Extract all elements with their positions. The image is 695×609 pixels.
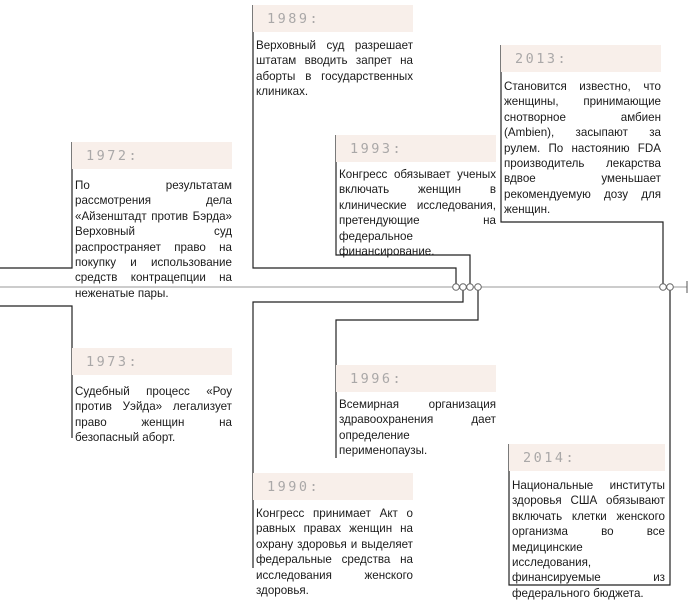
event-1990 (253, 473, 413, 598)
event-description: Верховный суд разрешает штатам вводить запрет на аборты в государственных клиниках. (256, 39, 413, 99)
event-year: 1989: (267, 10, 321, 27)
event-1972 (72, 142, 232, 301)
event-description: Судебный процесс «Роу против Уэйда» легализует право женщин на безопасный аборт. (75, 385, 232, 445)
event-description: Конгресс обязывает ученых включать женщин в клинические исследования, претендующие на федеральное финансирование. (339, 168, 496, 259)
connector-1972 (0, 142, 72, 268)
marker-1989 (453, 284, 460, 291)
year-box-2013 (501, 45, 661, 72)
event-year: 1972: (86, 147, 140, 164)
event-2013 (501, 45, 661, 218)
event-year: 1990: (267, 478, 321, 495)
year-box-1993 (336, 135, 496, 162)
marker-1993 (467, 284, 474, 291)
event-description: Становится известно, что женщины, принимающие снотворное амбиен (Ambien), засыпают за рулем. По настоянию FDA производитель лекарства вдвое уменьшает рекомендуемую дозу для женщин. (504, 80, 661, 217)
event-description: Конгресс принимает Акт о равных правах женщин на охрану здоровья и выделяет федеральные средства на исследования женского здоровья. (256, 507, 413, 598)
marker-2014 (667, 284, 674, 291)
event-year: 1993: (350, 140, 404, 157)
event-description: По результатам рассмотрения дела «Айзенштадт против Бэрда» Верховный суд распространяет право на покупку и использование средств контрацепции на неженатые пары. (75, 179, 232, 300)
event-1996 (336, 365, 496, 459)
event-1993 (336, 135, 496, 259)
event-year: 2014: (523, 449, 577, 466)
marker-1990 (460, 284, 467, 291)
year-box-1996 (336, 365, 496, 392)
event-1989 (253, 5, 413, 100)
event-description: Национальные институты здоровья США обязывают включать клетки женского организма во все медицинские исследования, финансируемые из федерального бюджета. (512, 479, 665, 600)
event-year: 2013: (515, 50, 569, 67)
year-box-1990 (253, 473, 413, 500)
event-1973 (72, 348, 232, 446)
year-box-1989 (253, 5, 413, 32)
year-box-2014 (509, 444, 665, 471)
event-year: 1973: (86, 353, 140, 370)
connector-1973 (0, 306, 72, 438)
year-box-1972 (72, 142, 232, 169)
marker-1996 (475, 284, 482, 291)
event-description: Всемирная организация здравоохранения дает определение перименопаузы. (339, 398, 496, 458)
event-year: 1996: (350, 370, 404, 387)
event-2014 (509, 444, 665, 601)
marker-2013 (660, 284, 667, 291)
year-box-1973 (72, 348, 232, 375)
